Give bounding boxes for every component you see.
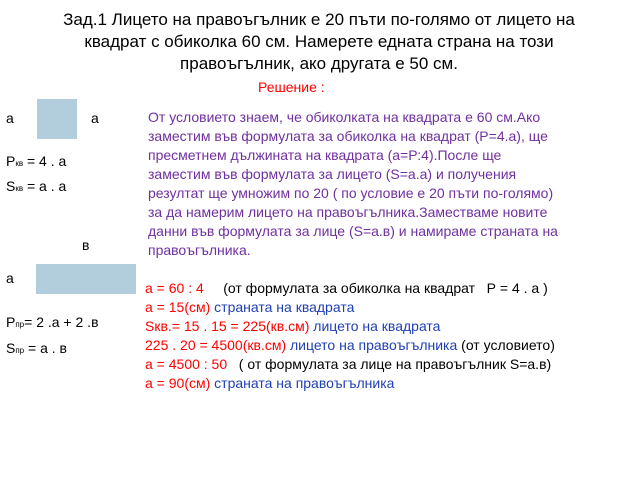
step-meaning: лицето на квадрата [313,318,441,334]
step-expression: а = 4500 : 50 [145,356,228,372]
explanation-line: правоъгълника. [148,242,251,258]
explanation-line: заместим във формулата за обиколка на квадрат (Р=4.а), ще [148,128,548,144]
step-expression: а = 90(см) [145,375,211,391]
area-symbol: S [6,178,16,194]
calculation-steps [145,279,635,393]
step-expression: Sкв.= 15 . 15 = 225(кв.см) [145,318,310,334]
square-perimeter-formula [6,153,66,169]
area-expression: = а . в [24,340,67,356]
title-line-1: Зад.1 Лицето на правоъгълник е 20 пъти по-голямо от лицето на [63,10,575,29]
step-note: ( от формулата за лице на правоъгълник S=а.в) [227,356,552,372]
explanation-line: резултат ще умножим по 20 ( по условие е 20 пъти по-голямо) [148,185,554,201]
perimeter-subscript: пр [15,320,25,329]
explanation-line: заместим във формулата за лицето (S=а.а) и получения [148,166,517,182]
area-symbol: S [6,340,16,356]
step-expression: а = 15(см) [145,299,211,315]
step-meaning: лицето на правоъгълника [290,337,458,353]
calculation-step [145,279,635,298]
calculation-step [145,355,635,374]
rectangle-shape [36,264,136,294]
title-line-2: квадрат с обиколка 60 см. Намерете едната страна на този [84,32,554,51]
perimeter-expression: = 4 . а [23,153,67,169]
square-side-right-label: а [91,110,99,126]
area-subscript: пр [15,346,25,355]
perimeter-subscript: кв [15,159,24,168]
solution-label: Решение : [258,79,325,95]
calculation-step [145,374,635,393]
explanation-paragraph [148,108,628,260]
perimeter-expression: = 2 .а + 2 .в [24,314,99,330]
area-subscript: кв [15,184,24,193]
rectangle-area-formula [6,340,67,356]
problem-title [0,9,638,75]
perimeter-symbol: Р [6,314,16,330]
step-note: (от условието) [457,337,555,353]
square-area-formula [6,178,66,194]
step-expression: а = 60 : 4 [145,280,204,296]
rectangle-perimeter-formula [6,314,99,330]
perimeter-symbol: Р [6,153,16,169]
calculation-step [145,317,635,336]
explanation-line: От условието знаем, че обиколката на квадрата е 60 см.Ако [148,109,541,125]
square-shape [37,99,77,139]
title-line-3: правоъгълник, ако другата е 50 см. [180,54,458,73]
rectangle-top-label: в [82,237,90,253]
area-expression: = а . а [23,178,67,194]
square-side-left-label: а [6,110,14,126]
calculation-step [145,298,635,317]
explanation-line: данни във формулата за лице (S=а.в) и намираме страната на [148,223,558,239]
step-note: (от формулата за обиколка на квадрат Р = 4 . а ) [203,280,548,296]
calculation-step [145,336,635,355]
rectangle-left-label: а [6,270,14,286]
step-meaning: страната на квадрата [214,299,355,315]
explanation-line: за да намерим лицето на правоъгълника.Заместваме новите [148,204,548,220]
step-expression: 225 . 20 = 4500(кв.см) [145,337,287,353]
explanation-line: пресметнем дължината на квадрата (а=Р:4).После ще [148,147,502,163]
step-meaning: страната на правоъгълника [214,375,395,391]
